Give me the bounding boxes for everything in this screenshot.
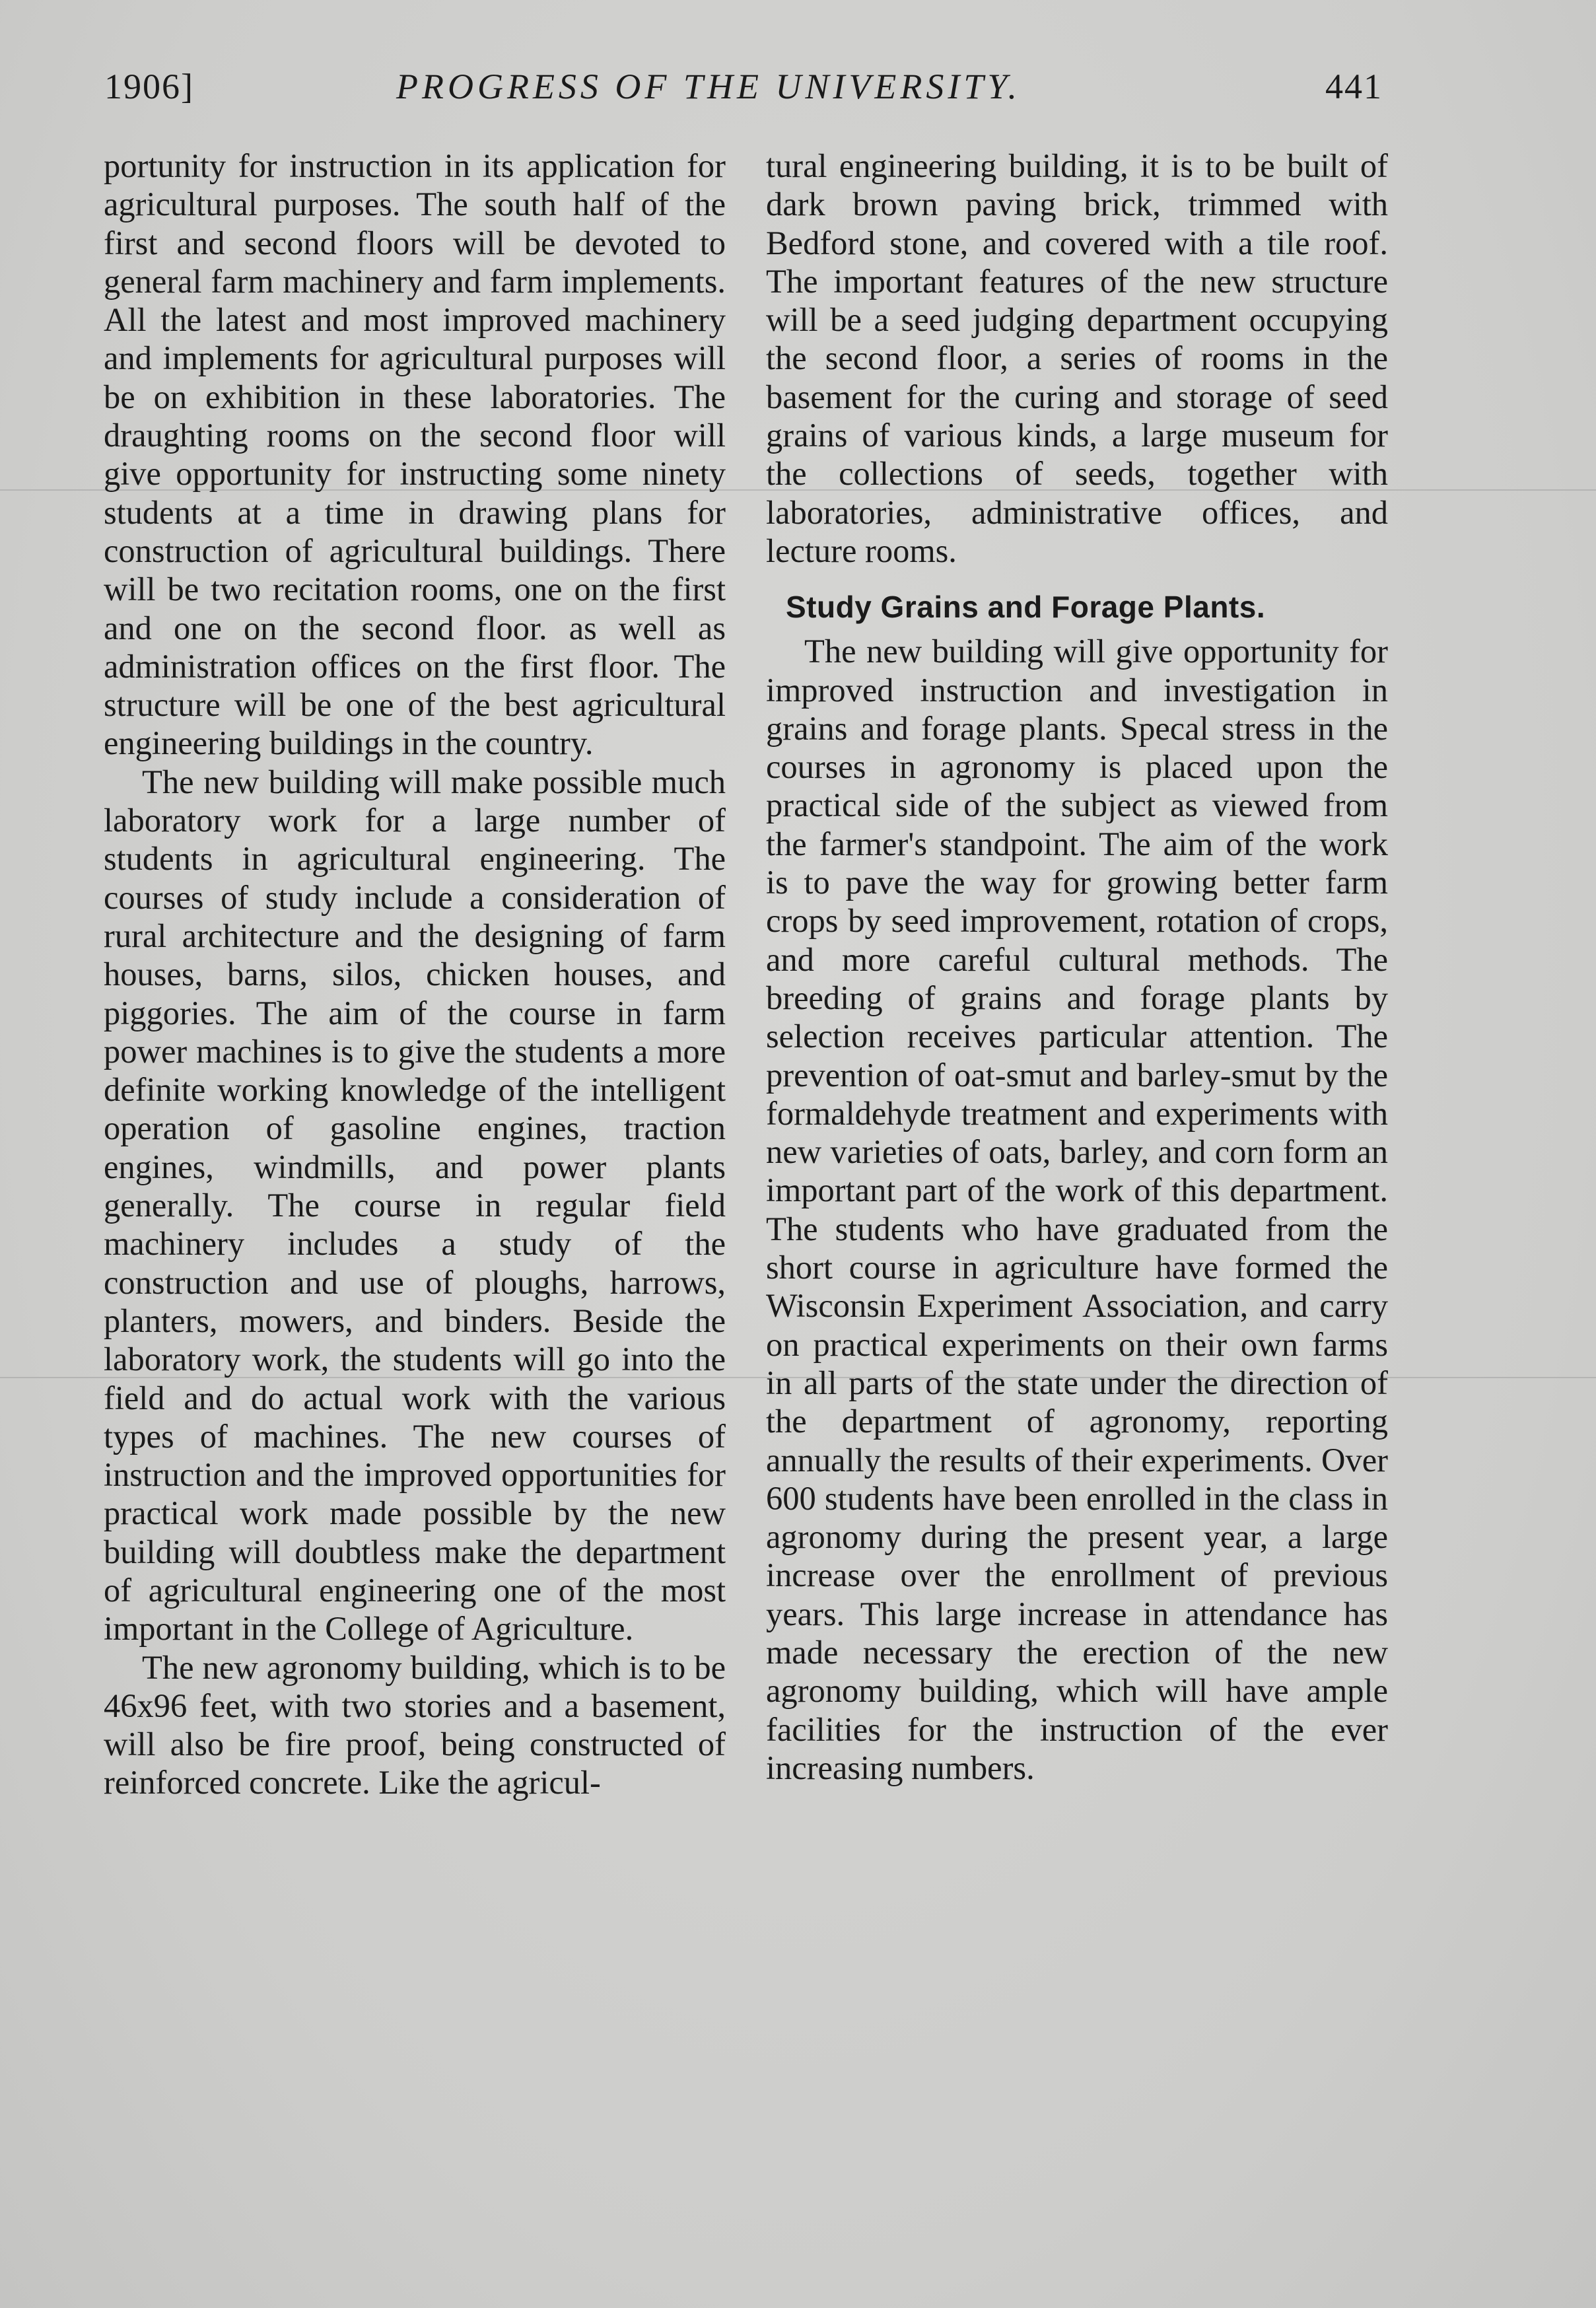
right-paragraph-1: tural engineering building, it is to be built of dark brown paving brick, trimmed with Bedford stone, and covered with a tile roof. The important features of the new structure will be a seed judging department occupying the second floor, a series of rooms in the basement for the curing and storage of seed grains of various kinds, a large museum for the collections of seeds, together with laboratories, administrative offices, and lecture rooms. xyxy=(766,147,1388,569)
left-column xyxy=(104,147,726,1802)
left-paragraph-3: The new agronomy building, which is to be 46x96 feet, with two stories and a basement, will also be fire proof, being constructed of reinforced concrete. Like the agricul- xyxy=(104,1648,726,1801)
left-paragraph-1: portunity for instruction in its application for agricultural purposes. The south half of the first and second floors will be devoted to general farm machinery and farm implements. All the latest and most improved machinery and implements for agricultural purposes will be on exhibition in these laboratories. The draughting rooms on the second floor will give opportunity for instructing some ninety students at a time in drawing plans for construction of agricultural buildings. There will be two recitation rooms, one on the first and one on the second floor. as well as administration offices on the first floor. The structure will be one of the best agricultural engineering buildings in the country. xyxy=(104,147,726,762)
header-running-title: PROGRESS OF THE UNIVERSITY. xyxy=(396,67,1021,106)
header-year: 1906] xyxy=(104,67,194,106)
right-column xyxy=(766,147,1388,1787)
right-paragraph-2: The new building will give opportunity for improved instruction and investigation in grains and forage plants. Specal stress in the courses in agronomy is placed upon the practical side of the subject as viewed from the farmer's standpoint. The aim of the work is to pave the way for growing better farm crops by seed improvement, rotation of crops, and more careful cultural methods. The breeding of grains and forage plants by selection receives particular attention. The prevention of oat-smut and barley-smut by the formaldehyde treatment and experiments with new varieties of oats, barley, and corn form an important part of the work of this department. The students who have graduated from the short course in agriculture have formed the Wisconsin Experiment Association, and carry on practical experiments on their own farms in all parts of the state under the direction of the department of agronomy, reporting annually the results of their experiments. Over 600 students have been enrolled in the class in agronomy during the present year, a large increase over the enrollment of previous years. This large increase in attendance has made necessary the erection of the new agronomy building, which will have ample facilities for the instruction of the ever increasing numbers. xyxy=(766,633,1388,1786)
running-header xyxy=(92,58,1387,118)
page-number: 441 xyxy=(1325,67,1383,106)
section-subheading: Study Grains and Forage Plants. xyxy=(786,590,1266,625)
left-paragraph-2: The new building will make possible much laboratory work for a large number of students in agricultural engineering. The courses of study include a consideration of rural architecture and the designing of farm houses, barns, silos, chicken houses, and piggories. The aim of the course in farm power machines is to give the students a more definite working knowledge of the intelligent operation of gasoline engines, traction engines, windmills, and power plants generally. The course in regular field machinery includes a study of the construction and use of ploughs, harrows, planters, mowers, and binders. Beside the laboratory work, the students will go into the field and do actual work with the various types of machines. The new courses of instruction and the improved opportunities for practical work made possible by the new building will doubtless make the department of agricultural engineering one of the most important in the College of Agriculture. xyxy=(104,763,726,1648)
